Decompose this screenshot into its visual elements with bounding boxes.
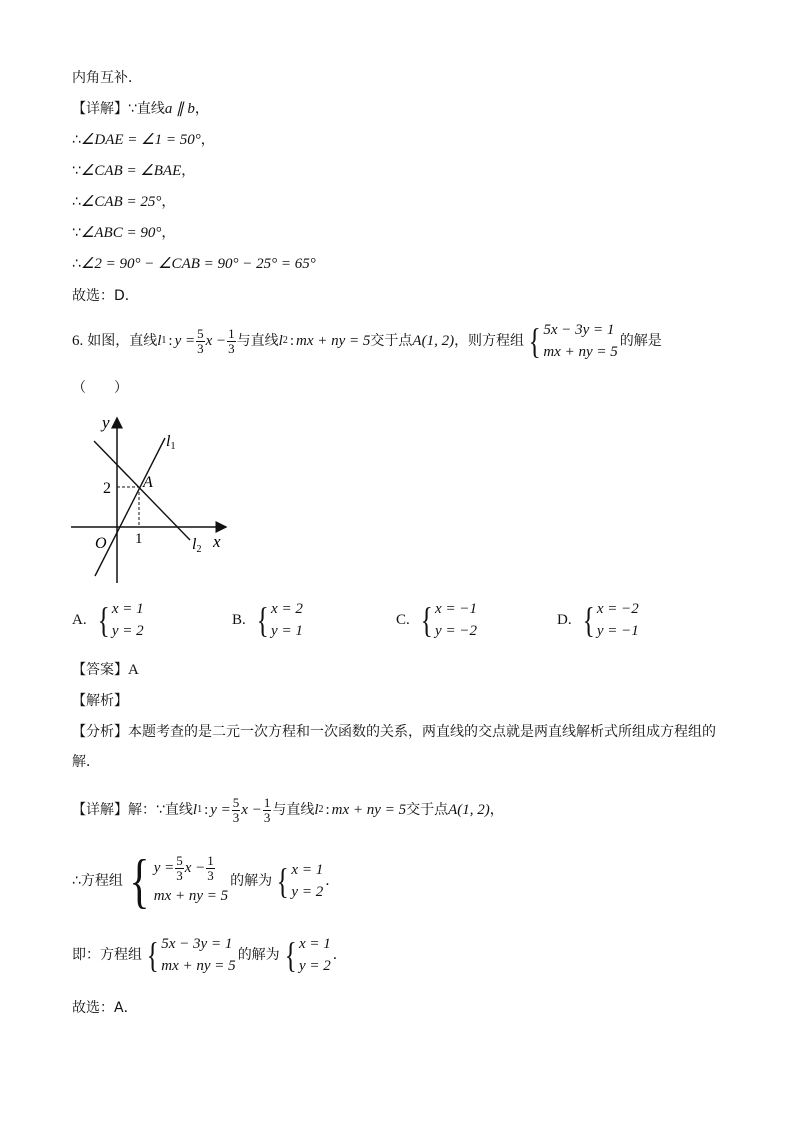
l2-sub: 2 bbox=[318, 804, 324, 815]
step-expr: ∠DAE = ∠1 = 50° bbox=[80, 132, 201, 148]
punct: ， bbox=[200, 132, 215, 148]
punct: ， bbox=[489, 802, 504, 818]
left-brace: { bbox=[284, 935, 297, 975]
line1-letter: l bbox=[166, 433, 171, 450]
answer-value: A bbox=[128, 662, 139, 678]
suffix-text: 的解是 bbox=[619, 333, 662, 349]
option-c[interactable] bbox=[396, 598, 479, 642]
step-line bbox=[72, 130, 215, 150]
option-system bbox=[580, 598, 639, 642]
x-minus: x − bbox=[241, 802, 262, 818]
frac-den: 3 bbox=[263, 809, 271, 825]
punct: ， bbox=[181, 163, 196, 179]
option-row: y = −2 bbox=[435, 623, 477, 639]
system-row: 5x − 3y = 1 bbox=[161, 936, 233, 952]
option-row: y = −1 bbox=[596, 623, 639, 639]
frac-num: 5 bbox=[176, 852, 183, 868]
solution-word: 的解为 bbox=[230, 873, 273, 889]
analysis-line-1 bbox=[72, 722, 716, 742]
fraction-5-3 bbox=[196, 327, 205, 356]
then-text: ，则方程组 bbox=[454, 333, 525, 349]
equation-system-tall bbox=[125, 848, 229, 914]
frac-den: 3 bbox=[228, 340, 235, 356]
punct: ． bbox=[325, 873, 340, 889]
line1-sub: 1 bbox=[170, 441, 176, 452]
analysis-line-2: 解． bbox=[72, 754, 100, 770]
step-expr: ∠ABC = 90° bbox=[80, 225, 162, 241]
intersect-text: 交于点 bbox=[370, 333, 413, 349]
ie-prefix: 即：方程组 bbox=[72, 947, 142, 963]
coordinate-graph bbox=[66, 408, 236, 588]
analysis-text: 本题考查的是二元一次方程和一次函数的关系，两直线的交点就是两直线解析式所组成方程组的 bbox=[128, 724, 716, 740]
question-number: 6. bbox=[72, 333, 84, 349]
option-d[interactable] bbox=[557, 598, 641, 642]
frac-den: 3 bbox=[176, 867, 183, 883]
option-b[interactable] bbox=[232, 598, 305, 642]
solution-row: x = 1 bbox=[298, 936, 331, 952]
choose-line-2: 故选：A． bbox=[72, 1000, 138, 1016]
detail-line-1 bbox=[72, 99, 209, 119]
left-brace: { bbox=[256, 600, 269, 640]
option-row: x = −2 bbox=[596, 601, 639, 617]
detail-line-2: 【详解】 解：∵直线 l 1 : y = $\frac{5}{3}$ x − $\frac{1}{3}$ 与直线 l 2 : mx + ny = 5 交于点 A(1, 2) ， bbox=[72, 787, 504, 833]
option-letter: B. bbox=[232, 611, 246, 628]
l1-label: l bbox=[157, 333, 162, 349]
step-expr: ∠CAB = 25° bbox=[80, 194, 162, 210]
option-letter: A. bbox=[72, 611, 87, 628]
system-row: mx + ny = 5 bbox=[543, 344, 618, 360]
analysis-tag: 【分析】 bbox=[72, 724, 128, 740]
punct: ． bbox=[332, 947, 347, 963]
ie-line bbox=[72, 932, 347, 978]
l2-label: l bbox=[278, 333, 283, 349]
l2-equation: mx + ny = 5 bbox=[331, 802, 407, 818]
frac-num: 1 bbox=[207, 852, 214, 868]
frac-num: 5 bbox=[197, 325, 204, 341]
intersect-text: 交于点 bbox=[406, 802, 449, 818]
tick-y-label: 2 bbox=[103, 480, 111, 497]
option-system bbox=[254, 598, 303, 642]
frac-den: 3 bbox=[207, 867, 214, 883]
solution-word: 的解为 bbox=[237, 947, 280, 963]
l2-label: l bbox=[314, 802, 319, 818]
step-line bbox=[72, 161, 195, 181]
intro-line: 内角互补． bbox=[72, 70, 142, 86]
step-line bbox=[72, 223, 175, 243]
equation-system bbox=[144, 933, 236, 977]
line-l1 bbox=[95, 438, 165, 576]
question-6: 6. 如图，直线 l 1 : y = $\frac{5}{3}$ x − $\frac{1}{3}$ 与直线 l 2 : mx + ny = 5 交于点 A(1, 2) ，则方程组 { 5x − 3y = 1 mx + ny = 5 的解是 bbox=[72, 318, 662, 364]
line2-label bbox=[192, 536, 201, 555]
solution-row: x = 1 bbox=[291, 862, 324, 878]
choose-line-1: 故选：D． bbox=[72, 288, 139, 304]
y-eq: y = bbox=[174, 333, 196, 349]
step-symbol: ∴ bbox=[72, 132, 81, 148]
step-symbol: ∵ bbox=[72, 163, 81, 179]
option-system bbox=[95, 598, 144, 642]
solution-row: y = 2 bbox=[291, 884, 324, 900]
fraction-1-3 bbox=[206, 854, 215, 883]
therefore-prefix: ∴方程组 bbox=[72, 873, 123, 889]
point-a: A(1, 2) bbox=[412, 333, 455, 349]
because-symbol: ∵ bbox=[128, 101, 137, 117]
detail-text: 直线 bbox=[136, 101, 165, 117]
fraction-1-3 bbox=[263, 796, 272, 825]
step-symbol: ∴ bbox=[72, 256, 81, 272]
therefore-line bbox=[72, 848, 339, 914]
line1-label bbox=[166, 433, 175, 452]
point-a-label: A bbox=[143, 474, 153, 491]
system-row bbox=[154, 854, 228, 883]
parallel-expr: a ∥ b bbox=[164, 101, 195, 117]
point-a: A(1, 2) bbox=[448, 802, 490, 818]
line2-sub: 2 bbox=[196, 544, 202, 555]
mid-text: 与直线 bbox=[272, 802, 315, 818]
frac-num: 1 bbox=[263, 794, 271, 810]
option-a[interactable] bbox=[72, 598, 146, 642]
solution-system bbox=[274, 859, 323, 903]
step-line bbox=[72, 192, 175, 212]
answer-paren: （ ） bbox=[72, 380, 128, 396]
solution-row: y = 2 bbox=[298, 958, 331, 974]
l1-label: l bbox=[192, 802, 198, 818]
option-letter: D. bbox=[557, 611, 572, 628]
y-eq: y = bbox=[153, 860, 175, 876]
equation-system bbox=[526, 319, 618, 363]
x-minus: x − bbox=[184, 860, 206, 876]
punct: ， bbox=[161, 194, 176, 210]
frac-num: 1 bbox=[228, 325, 235, 341]
option-row: y = 1 bbox=[271, 623, 303, 639]
l2-equation: mx + ny = 5 bbox=[296, 333, 371, 349]
left-brace: { bbox=[582, 600, 595, 640]
step-symbol: ∴ bbox=[72, 194, 81, 210]
left-brace: { bbox=[129, 848, 150, 914]
left-brace: { bbox=[528, 321, 541, 361]
tick-x-label: 1 bbox=[135, 531, 143, 547]
left-brace: { bbox=[97, 600, 110, 640]
option-row: x = −1 bbox=[435, 601, 477, 617]
option-row: x = 1 bbox=[111, 601, 144, 617]
detail-tag: 【详解】 bbox=[72, 802, 128, 818]
l2-sub: 2 bbox=[282, 335, 288, 346]
answer-line bbox=[72, 660, 139, 680]
analysis-heading: 【解析】 bbox=[72, 693, 128, 709]
detail-text: 解：∵直线 bbox=[128, 802, 193, 818]
option-letter: C. bbox=[396, 611, 410, 628]
l1-sub: 1 bbox=[197, 804, 203, 815]
answer-tag: 【答案】 bbox=[72, 662, 128, 678]
fraction-5-3 bbox=[232, 796, 241, 825]
x-minus: x − bbox=[205, 333, 227, 349]
left-brace: { bbox=[276, 861, 289, 901]
step-expr: ∠2 = 90° − ∠CAB = 90° − 25° = 65° bbox=[80, 256, 316, 272]
system-row: mx + ny = 5 bbox=[153, 887, 229, 904]
option-row: x = 2 bbox=[271, 601, 303, 617]
mid-text: 与直线 bbox=[236, 333, 279, 349]
detail-tag: 【详解】 bbox=[72, 101, 128, 117]
origin-label: O bbox=[95, 535, 107, 552]
y-eq: y = bbox=[210, 802, 231, 818]
step-symbol: ∵ bbox=[72, 225, 81, 241]
solution-system bbox=[282, 933, 331, 977]
frac-den: 3 bbox=[197, 340, 204, 356]
step-expr: ∠CAB = ∠BAE bbox=[80, 163, 182, 179]
step-line bbox=[72, 254, 316, 274]
x-axis-label: x bbox=[213, 532, 221, 551]
left-brace: { bbox=[146, 935, 159, 975]
frac-num: 5 bbox=[232, 794, 240, 810]
punct: ， bbox=[161, 225, 176, 241]
frac-den: 3 bbox=[232, 809, 240, 825]
line2-letter: l bbox=[192, 536, 197, 553]
system-row: 5x − 3y = 1 bbox=[543, 322, 615, 338]
fraction-5-3 bbox=[175, 854, 184, 883]
left-brace: { bbox=[420, 600, 433, 640]
punct: ， bbox=[194, 101, 209, 117]
option-system bbox=[418, 598, 477, 642]
y-axis-label: y bbox=[102, 413, 110, 432]
question-prefix: 如图，直线 bbox=[87, 333, 158, 349]
l1-sub: 1 bbox=[161, 335, 167, 346]
option-row: y = 2 bbox=[111, 623, 144, 639]
system-row: mx + ny = 5 bbox=[161, 958, 236, 974]
fraction-1-3 bbox=[227, 327, 236, 356]
